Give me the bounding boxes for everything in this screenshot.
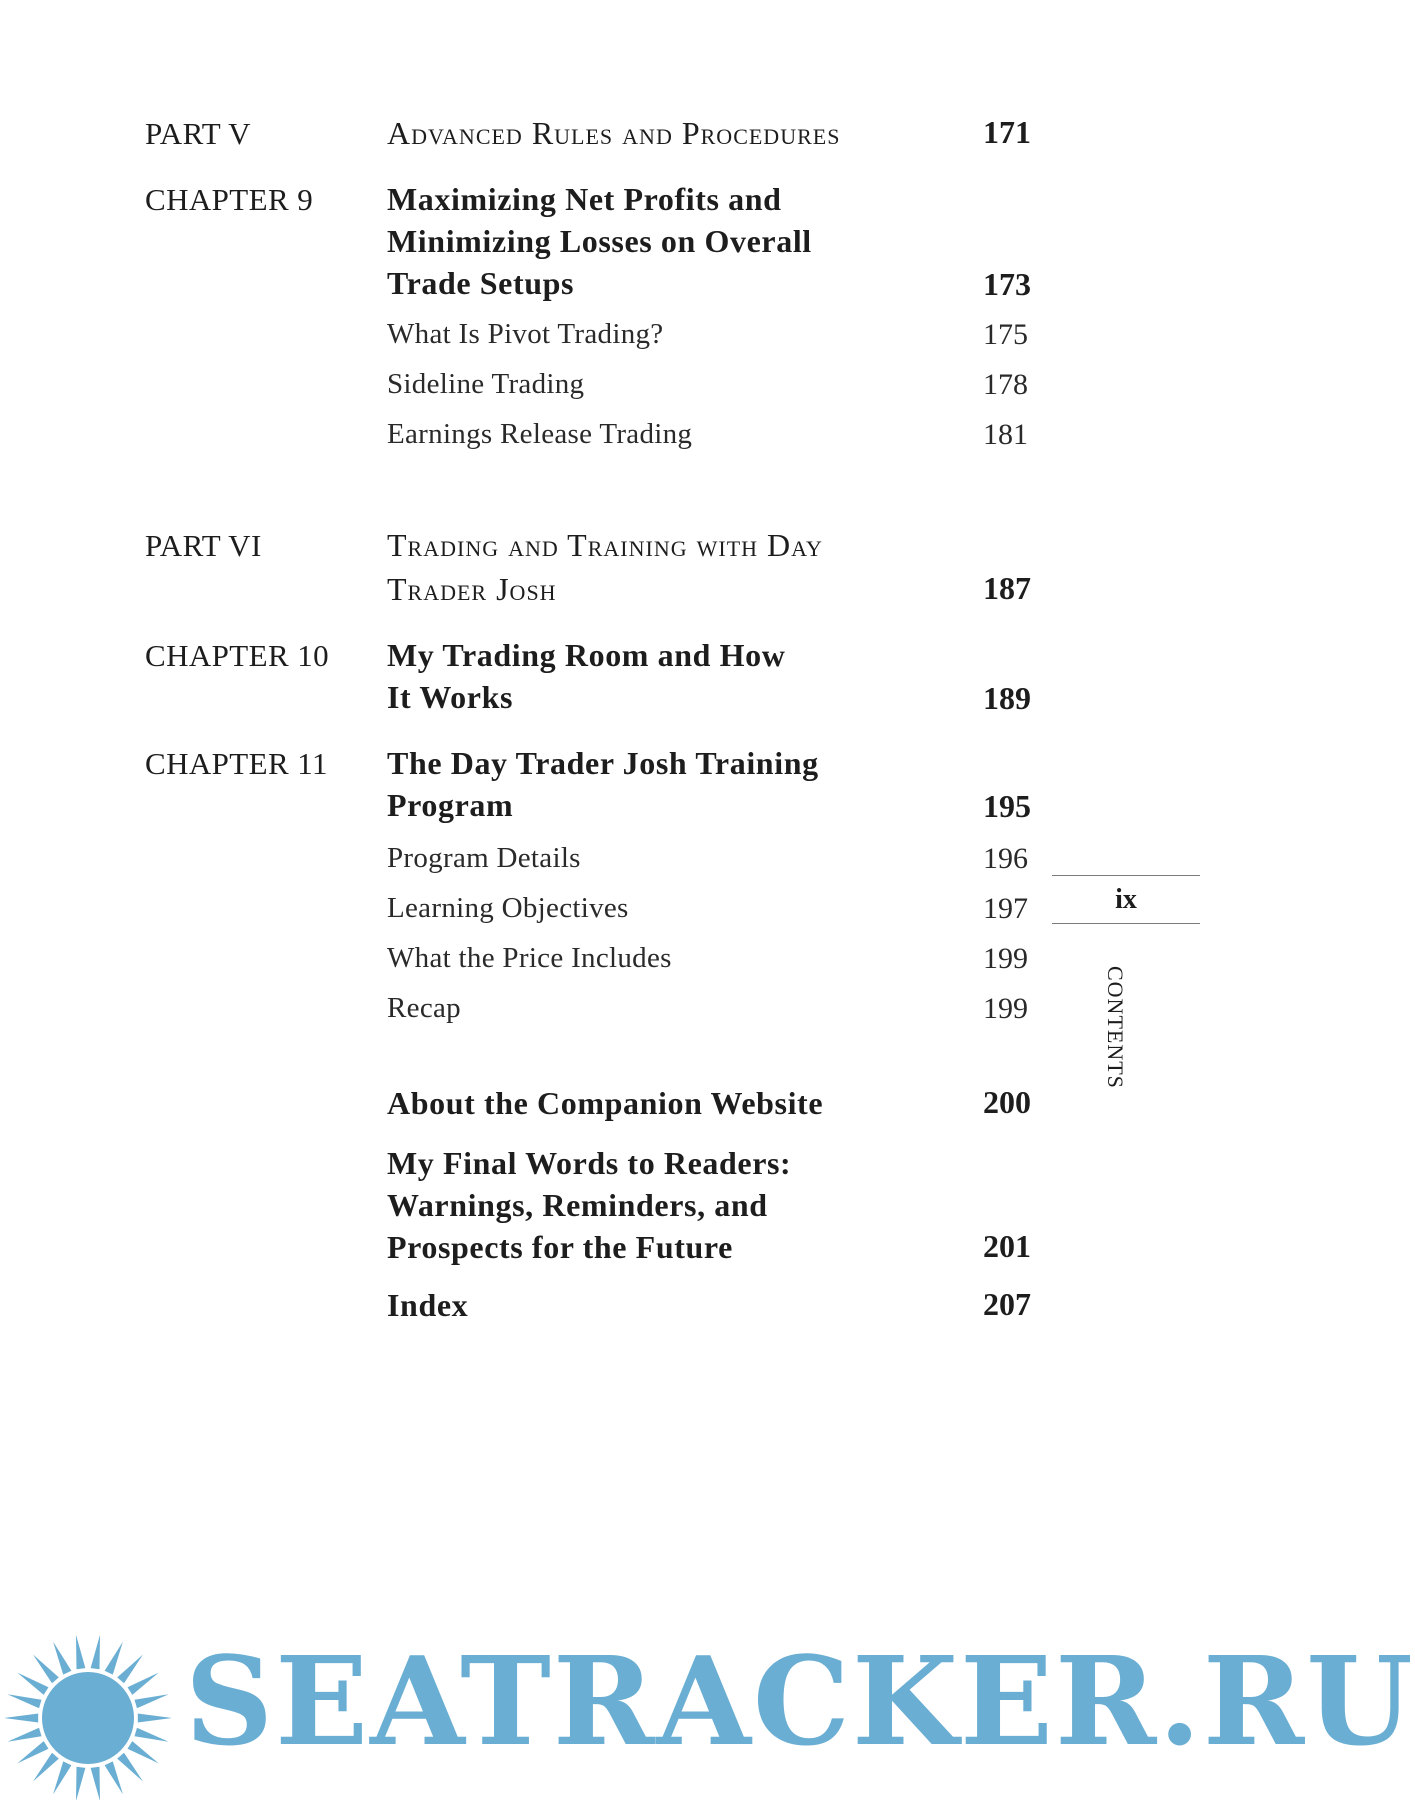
page-number: 171 — [983, 114, 1031, 150]
sun-ray — [17, 1741, 48, 1763]
chapter-title-line: The Day Trader Josh Training — [387, 745, 819, 781]
part-title-line: Trader Josh — [387, 571, 557, 607]
sun-ray — [7, 1728, 41, 1742]
sun-ray — [135, 1694, 169, 1708]
subentry-title: What Is Pivot Trading? — [387, 318, 664, 350]
part-label: PART VI — [145, 528, 262, 563]
subentry-title: Recap — [387, 992, 461, 1024]
subentry-title: Program Details — [387, 842, 581, 874]
chapter-title-line: Maximizing Net Profits and — [387, 181, 782, 217]
sun-ray — [138, 1714, 172, 1723]
chapter-title-line: Program — [387, 787, 514, 823]
subentry-title: Sideline Trading — [387, 368, 585, 400]
chapter-label: CHAPTER 10 — [145, 638, 329, 673]
page-number: 189 — [983, 680, 1031, 716]
entry-title-line: My Final Words to Readers: — [387, 1145, 792, 1181]
sun-ray — [33, 1655, 59, 1684]
chapter-title-line: Trade Setups — [387, 265, 575, 301]
page-number: 178 — [983, 368, 1028, 401]
watermark-text: SEATRACKER.RU — [185, 1629, 1415, 1773]
page-number: 207 — [983, 1286, 1031, 1322]
side-tab-rule-top — [1052, 875, 1200, 876]
sun-ray — [135, 1728, 169, 1742]
running-head: CONTENTS — [1103, 966, 1128, 1089]
page-number: 173 — [983, 266, 1031, 302]
sun-ray — [33, 1753, 59, 1782]
chapter-label: CHAPTER 9 — [145, 182, 314, 217]
chapter-title-line: It Works — [387, 679, 514, 715]
sun-ray — [4, 1714, 38, 1723]
sun-ray — [105, 1642, 123, 1675]
page-number: 200 — [983, 1084, 1031, 1120]
entry-title: About the Companion Website — [387, 1085, 824, 1121]
sun-ray — [53, 1761, 71, 1794]
sun-ray — [105, 1761, 123, 1794]
subentry-title: Learning Objectives — [387, 892, 629, 924]
subentry-title: What the Price Includes — [387, 942, 672, 974]
sun-ray — [117, 1753, 143, 1782]
sun-ray — [76, 1767, 85, 1800]
sun-ray — [128, 1741, 159, 1763]
sun-ray — [7, 1694, 41, 1708]
part-label: PART V — [145, 116, 251, 151]
part-title: Advanced Rules and Procedures — [387, 115, 841, 151]
page-number: 199 — [983, 942, 1028, 975]
subentry-title: Earnings Release Trading — [387, 418, 693, 450]
page-number: 197 — [983, 892, 1028, 925]
sun-ray — [53, 1642, 71, 1675]
page-number: 195 — [983, 788, 1031, 824]
chapter-label: CHAPTER 11 — [145, 746, 328, 781]
page-folio: ix — [1115, 884, 1137, 915]
chapter-title-line: My Trading Room and How — [387, 637, 786, 673]
page-number: 187 — [983, 570, 1031, 606]
sun-ray — [76, 1635, 85, 1669]
sun-ray — [91, 1635, 100, 1669]
part-title-line: Trading and Training with Day — [387, 527, 823, 563]
page-number: 199 — [983, 992, 1028, 1025]
entry-title: Index — [387, 1287, 469, 1323]
page-number: 201 — [983, 1228, 1031, 1264]
entry-title-line: Prospects for the Future — [387, 1229, 733, 1265]
chapter-title-line: Minimizing Losses on Overall — [387, 223, 812, 259]
page-number: 175 — [983, 318, 1028, 351]
sun-ray — [91, 1767, 100, 1800]
page-number: 181 — [983, 418, 1028, 451]
sun-ray — [117, 1655, 143, 1684]
sun-ray — [128, 1673, 159, 1695]
page-number: 196 — [983, 842, 1028, 875]
entry-title-line: Warnings, Reminders, and — [387, 1187, 768, 1223]
side-tab-rule-bottom — [1052, 923, 1200, 924]
sun-ray — [17, 1673, 48, 1695]
